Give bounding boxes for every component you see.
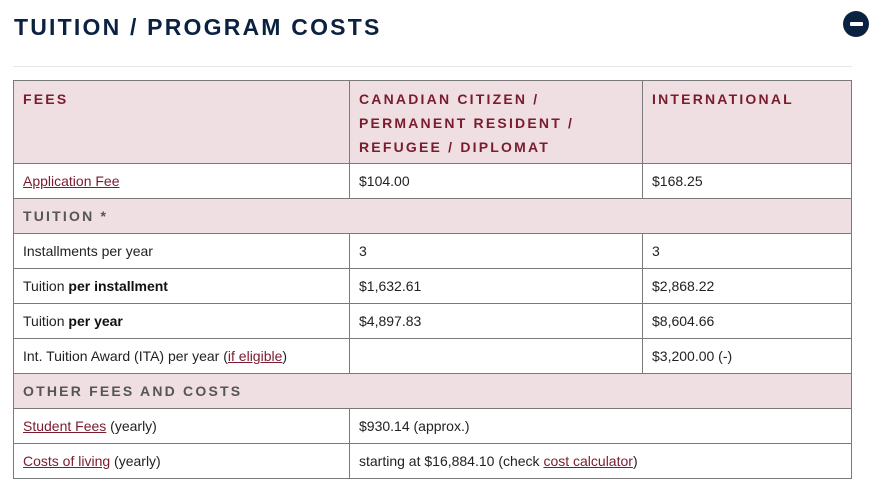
tuition-year-international: $8,604.66 bbox=[643, 304, 852, 339]
tuition-installment-label bbox=[14, 269, 350, 304]
tuition-installment-canadian: $1,632.61 bbox=[350, 269, 643, 304]
minus-circle-icon[interactable] bbox=[843, 11, 869, 37]
label-bold: per installment bbox=[68, 278, 168, 294]
label-suffix: (yearly) bbox=[106, 418, 157, 434]
other-fees-section-row bbox=[14, 374, 852, 409]
application-fee-international: $168.25 bbox=[643, 164, 852, 199]
label-suffix: ) bbox=[282, 348, 288, 364]
label-prefix: Tuition bbox=[23, 278, 69, 294]
table-row-costs-living bbox=[14, 444, 852, 479]
other-fees-section-label: OTHER FEES AND COSTS bbox=[14, 374, 852, 409]
table-row-tuition-year bbox=[14, 304, 852, 339]
label-prefix: Int. Tuition Award (ITA) per year ( bbox=[23, 348, 228, 364]
tuition-section-row bbox=[14, 199, 852, 234]
label-suffix: (yearly) bbox=[110, 453, 161, 469]
ita-international: $3,200.00 (-) bbox=[643, 339, 852, 374]
installments-label: Installments per year bbox=[14, 234, 350, 269]
costs-table bbox=[13, 80, 852, 479]
costs-living-value bbox=[350, 444, 852, 479]
student-fees-value: $930.14 (approx.) bbox=[350, 409, 852, 444]
value-suffix: ) bbox=[632, 453, 638, 469]
application-fee-canadian: $104.00 bbox=[350, 164, 643, 199]
installments-canadian: 3 bbox=[350, 234, 643, 269]
table-row-tuition-installment bbox=[14, 269, 852, 304]
table-row-application-fee bbox=[14, 164, 852, 199]
table-row-ita bbox=[14, 339, 852, 374]
costs-living-link[interactable]: Costs of living bbox=[23, 453, 111, 469]
application-fee-cell bbox=[14, 164, 350, 199]
tuition-section-label: TUITION * bbox=[14, 199, 852, 234]
application-fee-link[interactable]: Application Fee bbox=[23, 173, 120, 189]
table-row-installments bbox=[14, 234, 852, 269]
student-fees-link[interactable]: Student Fees bbox=[23, 418, 107, 434]
cost-calculator-link[interactable]: cost calculator bbox=[543, 453, 633, 469]
header-fees: FEES bbox=[14, 81, 350, 164]
section-title: TUITION / PROGRAM COSTS bbox=[14, 14, 382, 40]
student-fees-label bbox=[14, 409, 350, 444]
header-international: INTERNATIONAL bbox=[643, 81, 852, 164]
table-header-row bbox=[14, 81, 852, 164]
label-bold: per year bbox=[68, 313, 123, 329]
header-canadian: CANADIAN CITIZEN / PERMANENT RESIDENT / REFUGEE / DIPLOMAT bbox=[350, 81, 643, 164]
costs-living-label bbox=[14, 444, 350, 479]
tuition-year-label bbox=[14, 304, 350, 339]
section-header bbox=[13, 0, 852, 67]
tuition-year-canadian: $4,897.83 bbox=[350, 304, 643, 339]
if-eligible-link[interactable]: if eligible bbox=[227, 348, 283, 364]
ita-canadian bbox=[350, 339, 643, 374]
tuition-installment-international: $2,868.22 bbox=[643, 269, 852, 304]
table-row-student-fees bbox=[14, 409, 852, 444]
label-prefix: Tuition bbox=[23, 313, 69, 329]
value-prefix: starting at $16,884.10 (check bbox=[359, 453, 544, 469]
minus-bar bbox=[850, 22, 863, 26]
installments-international: 3 bbox=[643, 234, 852, 269]
ita-label bbox=[14, 339, 350, 374]
